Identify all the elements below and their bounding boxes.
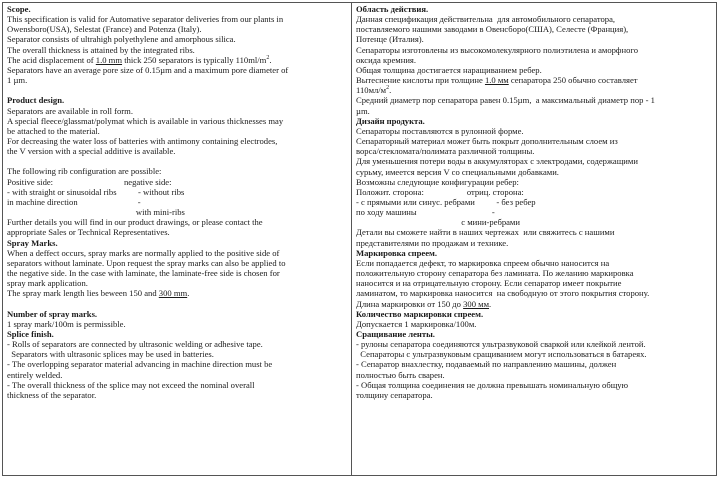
- design-text: Separators are available in roll form.: [7, 105, 133, 116]
- pore-text: µm.: [356, 105, 370, 116]
- spray-text: ламинатом, то маркировка наносится на свободную от этого покрытия сторону.: [356, 288, 650, 299]
- scope-heading: Scope.: [7, 4, 31, 14]
- number-heading: Number of spray marks.: [7, 308, 98, 319]
- scope-text: The overall thickness is attained by the integrated ribs.: [7, 44, 195, 55]
- splice-text: - The overall thickness of the splice may not exceed the nominal overall: [7, 379, 255, 390]
- splice-text: Сепараторы с ультразвуковым сращиванием могут использоваться в батареях.: [356, 349, 647, 360]
- design-text: сурьму, имеется версия V со специальными добавками.: [356, 166, 559, 177]
- rib-config-text: - with straight or sinusoidal ribs - without ribs: [7, 186, 185, 197]
- scope-text: Данная спецификация действительна для автомобильного сепаратора,: [356, 14, 616, 25]
- spray-text: наносится и на отрицательную сторону. Если сепаратор имеет покрытие: [356, 278, 622, 289]
- splice-text: полностью быть сварен.: [356, 369, 445, 380]
- further-details-text: представителями по продажам и технике.: [356, 237, 509, 248]
- spray-text: Если попадается дефект, то маркировка спреем обычно наносится на: [356, 257, 610, 268]
- thickness-value: 1.0 mm: [95, 54, 123, 65]
- splice-text: - The overlopping separator material advancing in machine direction must be: [7, 359, 273, 370]
- scope-text: Owensboro(USA), Selestat (France) and Potenza (Italy).: [7, 24, 202, 35]
- scope-text: оксида кремния.: [356, 54, 417, 65]
- design-text: A special fleece/glassmat/polymat which is available in various thicknesses may: [7, 115, 284, 126]
- design-heading: Дизайн продукта.: [356, 115, 425, 126]
- splice-text: - Общая толщина соединения не должна превышать номинальную общую: [356, 379, 629, 390]
- spray-heading: Spray Marks.: [7, 237, 58, 248]
- spray-length-text: The spray mark length lies beween 150 and 300 mm.: [7, 288, 190, 299]
- scope-text: поставляемого нашими заводами в Овенсборо(США), Селесте (Франция),: [356, 24, 629, 35]
- spec-table: [2, 2, 717, 476]
- spray-text: When a deffect occurs, spray marks are normally applied to the positive side of: [7, 247, 280, 258]
- further-details-text: Further details you will find in our product drawings, or please contact the: [7, 217, 263, 228]
- rib-config-text: in machine direction -: [7, 196, 141, 207]
- pore-text: Separators have an average pore size of 0.15µm and a maximum pore diameter of: [7, 64, 289, 75]
- spray-text: separators without laminate. Upon request the spray marks can also be applied to: [7, 257, 286, 268]
- splice-heading: Splice finish.: [7, 328, 54, 339]
- rib-config-text: с мини-ребрами: [356, 217, 520, 228]
- spray-text: spray mark application.: [7, 278, 88, 289]
- design-text: Для уменьшения потери воды в аккумуляторах с электродами, содержащими: [356, 156, 638, 167]
- scope-text: Потенце (Италия).: [356, 34, 424, 45]
- further-details-text: Детали вы сможете найти в наших чертежах или свяжитесь с нашими: [356, 227, 615, 238]
- design-text: Сепараторный материал может быть покрыт дополнительным слоем из: [356, 136, 618, 147]
- acid-displacement-text: $110мл/м^2$.: [356, 85, 392, 96]
- scope-text: This specification is valid for Automative separator deliveries from our plants in: [7, 14, 284, 25]
- scope-text: Общая толщина достигается наращиванием ребер.: [356, 64, 542, 75]
- splice-text: entirely welded.: [7, 369, 63, 380]
- design-heading: Product design.: [7, 95, 65, 106]
- spray-heading: Маркировка спреем.: [356, 247, 438, 258]
- design-text: Сепараторы поставляются в рулонной форме.: [356, 125, 524, 136]
- rib-config-text: Возможны следующие конфигурации ребер:: [356, 176, 519, 187]
- further-details-text: appropriate Sales or Technical Representatives.: [7, 227, 170, 238]
- rib-config-text: Positive side: negative side:: [7, 176, 172, 187]
- rib-config-text: The following rib configuration are possible:: [7, 166, 162, 177]
- splice-text: - рулоны сепаратора соединяются ультразвуковой сваркой или клейкой лентой.: [356, 339, 646, 350]
- splice-text: - Rolls of separators are connected by ultrasonic welding or adhesive tape.: [7, 339, 263, 350]
- number-heading: Количество маркировки спреем.: [356, 308, 484, 319]
- splice-text: thickness of the separator.: [7, 389, 97, 400]
- rib-config-text: with mini-ribs: [7, 207, 185, 218]
- thickness-value: 1.0 мм: [484, 75, 509, 86]
- design-text: the V version with a special additive is available.: [7, 146, 176, 157]
- spray-length-value: 300 mm: [158, 288, 188, 299]
- spray-text: the negative side. In the case with laminate, the laminate-free side is chosen for: [7, 268, 280, 279]
- scope-heading: Область действия.: [356, 4, 429, 14]
- spray-text: положительную сторону сепаратора без ламината. По желанию маркировка: [356, 268, 634, 279]
- rib-config-text: - с прямыми или синус. ребрами - без ребер: [356, 196, 536, 207]
- spray-length-text: Длина маркировки от 150 до 300 мм.: [356, 298, 492, 309]
- design-text: ворса/стекломата/полимата различной толщины.: [356, 146, 535, 157]
- number-text: 1 spray mark/100m is permissible.: [7, 318, 126, 329]
- design-text: For decreasing the water loss of batteries with antimony containing electrodes,: [7, 136, 278, 147]
- splice-text: Separators with ultrasonic splices may be used in batteries.: [7, 349, 214, 360]
- scope-text: Сепараторы изготовлены из высокомолекулярного полиэтилена и аморфного: [356, 44, 638, 55]
- scope-text: Separator consists of ultrahigh polyethylene and amorphous silica.: [7, 34, 236, 45]
- russian-column: [352, 3, 716, 475]
- acid-displacement-text: The acid displacement of 1.0 mm thick 250 separators is typically $110ml/m^2$.: [7, 54, 272, 65]
- splice-text: толщину сепаратора.: [356, 389, 433, 400]
- english-column: [3, 3, 352, 475]
- splice-text: - Сепаратор внахлестку, подаваемый по направлению машины, должен: [356, 359, 617, 370]
- splice-heading: Сращивание ленты.: [356, 329, 435, 339]
- design-text: be attached to the material.: [7, 125, 100, 136]
- rib-config-text: Положит. сторона: отриц. сторона:: [356, 186, 524, 197]
- pore-text: Средний диаметр пор сепаратора равен 0.15µm, а максимальный диаметр пор - 1: [356, 95, 655, 106]
- number-text: Допускается 1 маркировка/100м.: [356, 318, 477, 329]
- pore-text: 1 µm.: [7, 75, 28, 86]
- acid-displacement-text: Вытеснение кислоты при толщине 1.0 мм сепаратора 250 обычно составляет: [356, 75, 638, 86]
- rib-config-text: по ходу машины -: [356, 207, 495, 218]
- spray-length-value: 300 мм: [463, 298, 490, 309]
